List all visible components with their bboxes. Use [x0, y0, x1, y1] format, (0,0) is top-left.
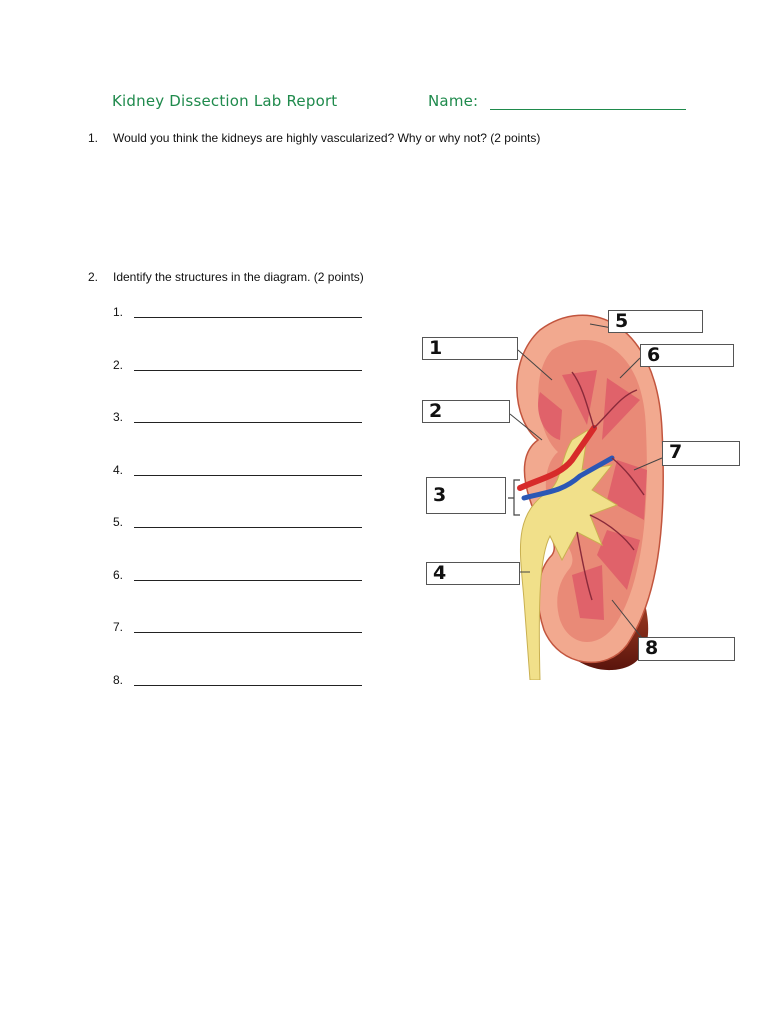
- answer-number: 5.: [113, 515, 124, 529]
- answer-blank-line[interactable]: [134, 632, 362, 633]
- answer-blank-line[interactable]: [134, 475, 362, 476]
- answer-number: 2.: [113, 357, 124, 372]
- label-box-3[interactable]: [426, 477, 506, 514]
- name-label: Name:: [428, 92, 479, 110]
- answer-number: 6.: [113, 567, 124, 582]
- label-box-4[interactable]: [426, 562, 520, 585]
- kidney-diagram: [412, 300, 752, 680]
- answer-item-6: [113, 568, 373, 621]
- label-number-6: 6: [647, 344, 661, 366]
- answer-item-8: [113, 673, 373, 726]
- answer-number: 1.: [113, 305, 124, 319]
- answer-number: 7.: [113, 620, 124, 634]
- answer-blank-line[interactable]: [134, 580, 362, 581]
- question-1-number: 1.: [88, 131, 99, 145]
- label-number-5: 5: [615, 310, 629, 332]
- answer-item-4: [113, 463, 373, 516]
- answer-number: 4.: [113, 462, 124, 477]
- label-box-7[interactable]: [662, 441, 740, 466]
- bracket-3: [508, 480, 520, 515]
- answer-item-2: [113, 358, 373, 411]
- answer-blank-line[interactable]: [134, 685, 362, 686]
- label-number-3: 3: [433, 484, 447, 506]
- label-box-6[interactable]: [640, 344, 734, 367]
- answer-number: 3.: [113, 410, 124, 424]
- answer-item-5: [113, 515, 373, 568]
- label-box-2[interactable]: [422, 400, 510, 423]
- answer-item-3: [113, 410, 373, 463]
- answer-number: 8.: [113, 672, 124, 687]
- answer-blank-line[interactable]: [134, 527, 362, 528]
- label-box-8[interactable]: [638, 637, 735, 661]
- question-2-text: Identify the structures in the diagram. (2 points): [113, 270, 364, 284]
- answer-blank-line[interactable]: [134, 370, 362, 371]
- answer-blank-line[interactable]: [134, 317, 362, 318]
- question-1-text: Would you think the kidneys are highly vascularized? Why or why not? (2 points): [113, 131, 541, 145]
- answer-item-7: [113, 620, 373, 673]
- page-title: Kidney Dissection Lab Report: [112, 92, 338, 110]
- question-2-number: 2.: [88, 270, 99, 284]
- label-number-7: 7: [669, 441, 683, 463]
- worksheet-header: [112, 92, 712, 116]
- label-box-1[interactable]: [422, 337, 518, 360]
- answer-item-1: [113, 305, 373, 358]
- label-number-8: 8: [645, 637, 659, 659]
- answer-list: [113, 305, 373, 725]
- label-number-4: 4: [433, 562, 447, 584]
- label-number-2: 2: [429, 400, 443, 422]
- name-blank-line[interactable]: [490, 109, 686, 110]
- label-box-5[interactable]: [608, 310, 703, 333]
- answer-blank-line[interactable]: [134, 422, 362, 423]
- label-number-1: 1: [429, 337, 443, 359]
